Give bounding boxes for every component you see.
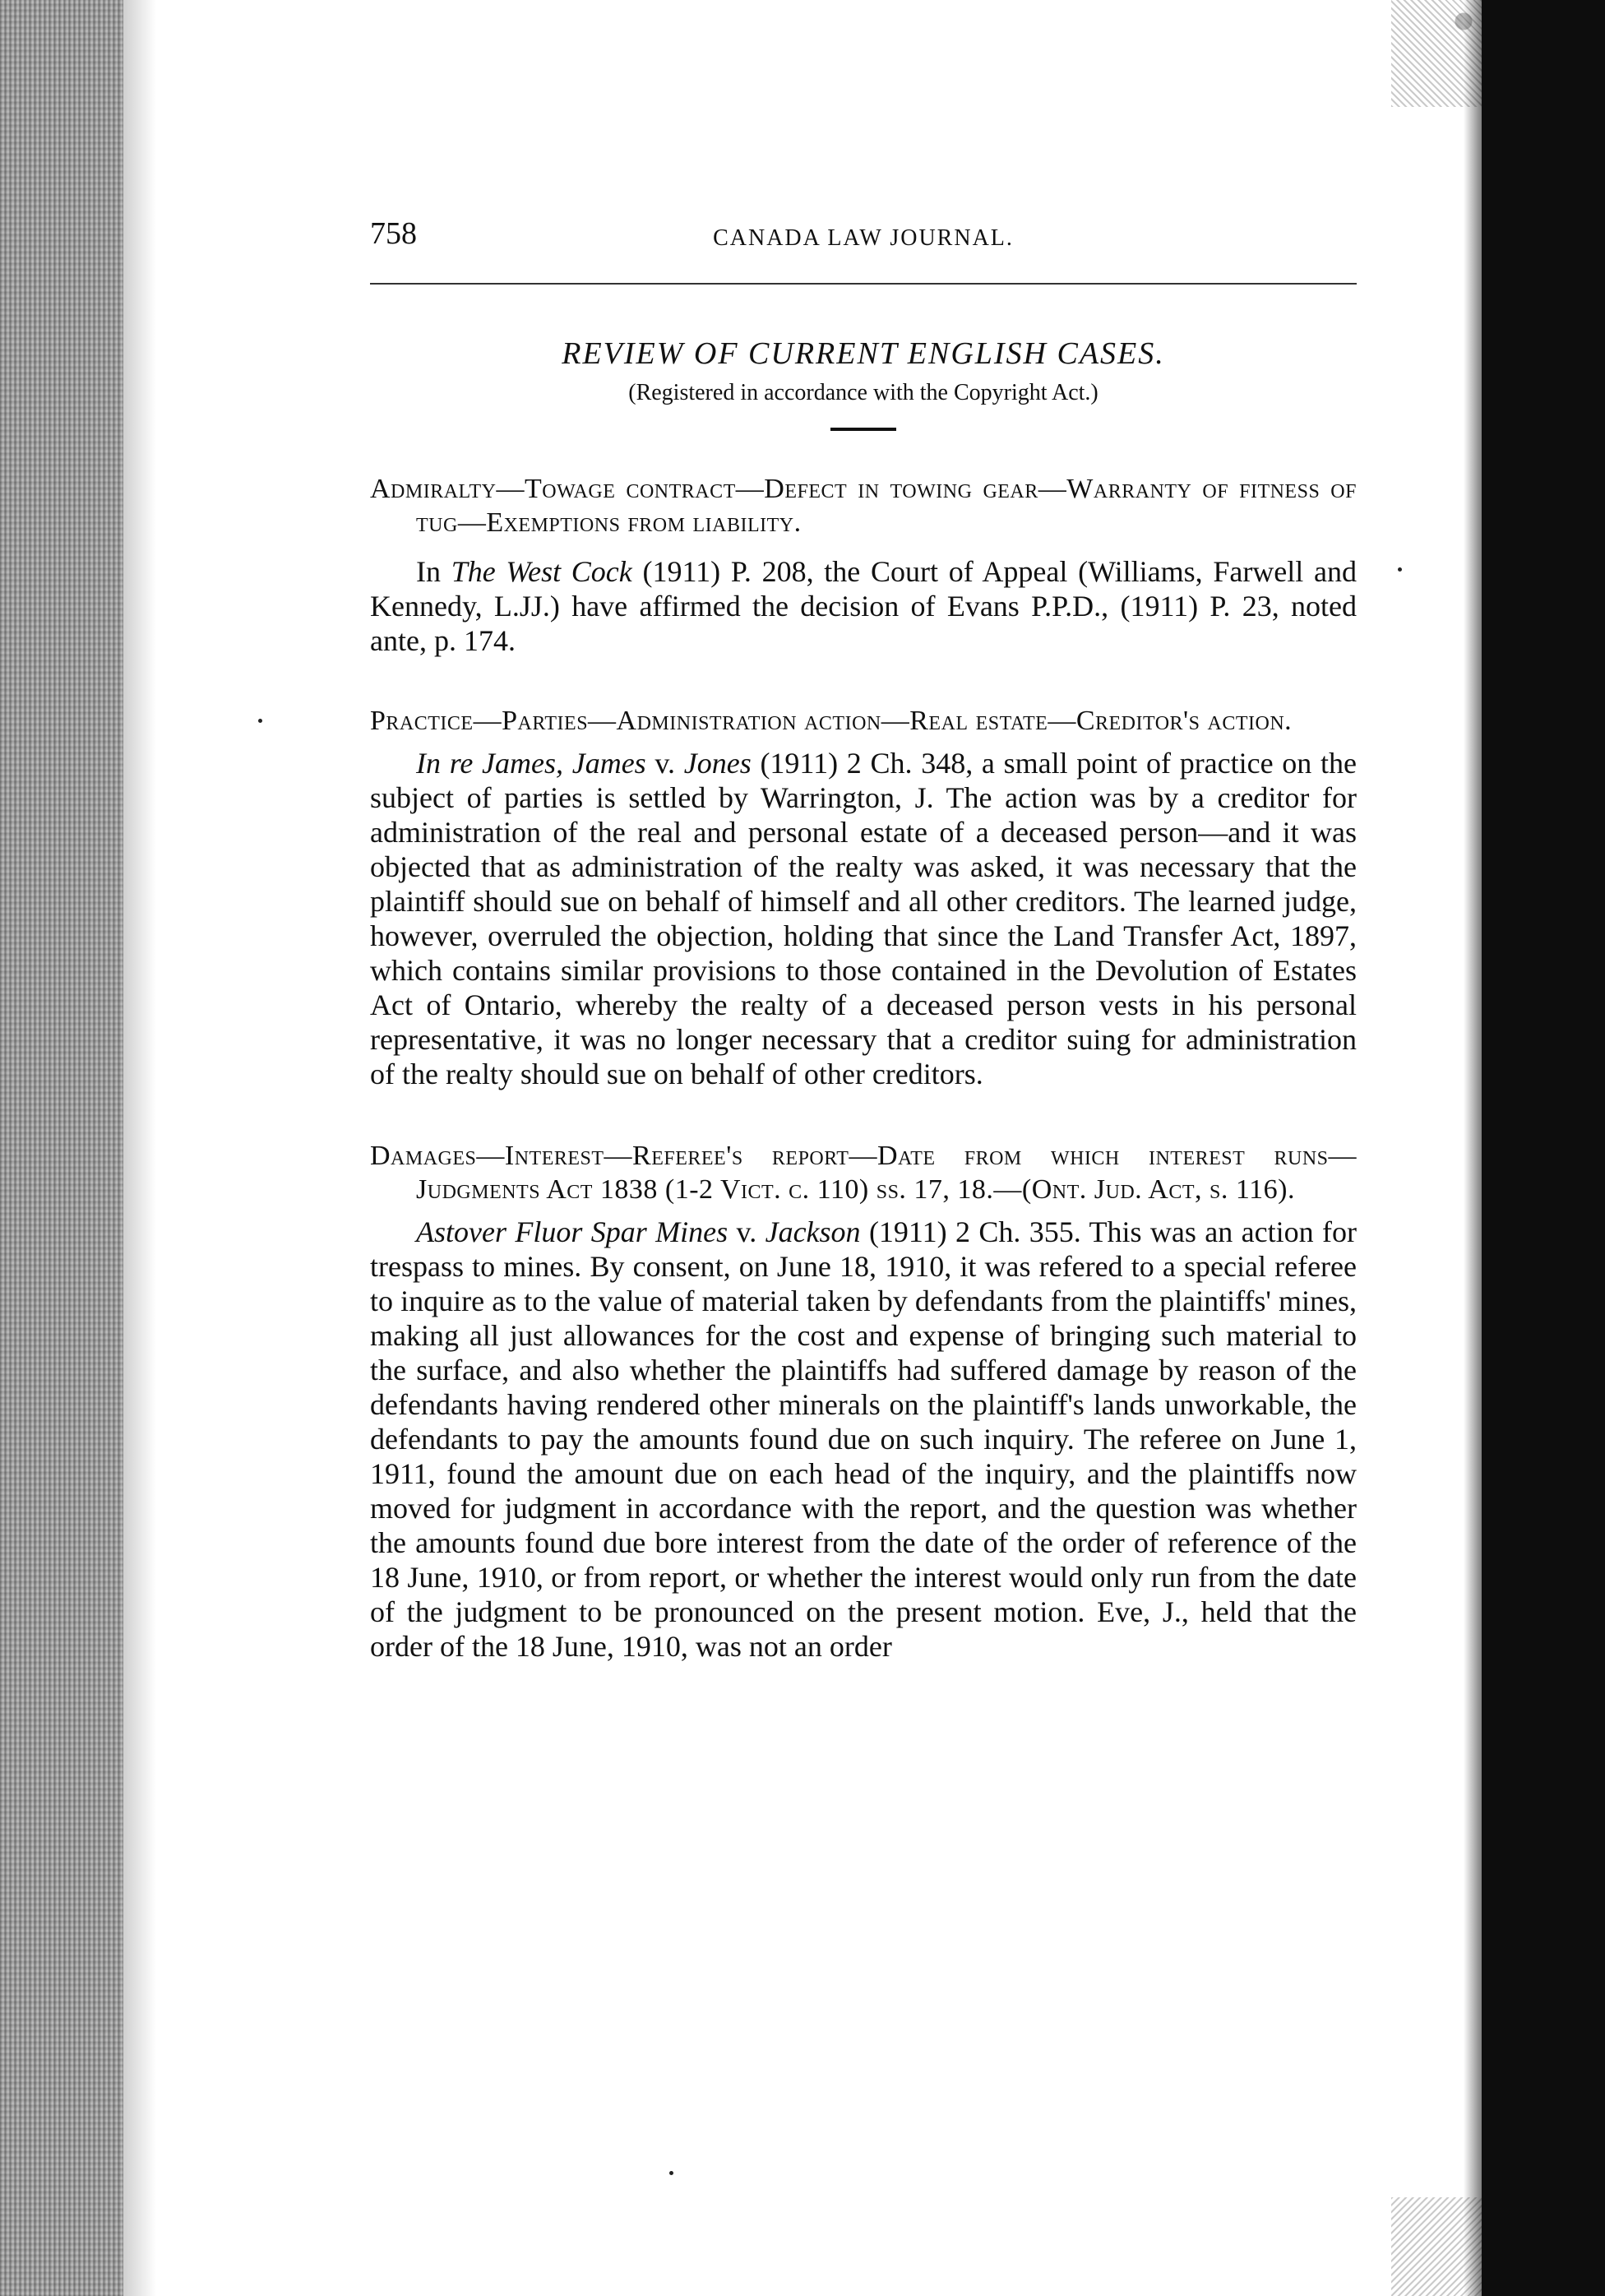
scan-speck	[669, 2171, 673, 2175]
case-text: (1911) P. 208, the Court of Appeal (Williams, Farwell and Kennedy, L.JJ.) have affirmed the decision of Evans P.P.D., (1911) P. 23, noted ante, p. 174.	[370, 555, 1357, 657]
header-rule	[370, 283, 1357, 285]
case-versus: v.	[728, 1215, 765, 1248]
case-intro: In	[416, 555, 451, 588]
scan-right-edge	[1482, 0, 1605, 2296]
scan-speck	[1398, 567, 1402, 572]
case-headnote: Damages—Interest—Referee's report—Date from which interest runs—Judgments Act 1838 (1-2 Vict. c. 110) ss. 17, 18.—(Ont. Jud. Act, s. 116).	[370, 1141, 1357, 1205]
running-head	[370, 215, 1357, 265]
scan-corner-bottom	[1391, 2197, 1482, 2296]
section-divider	[830, 428, 896, 431]
journal-page	[370, 215, 1357, 1664]
case-text: (1911) 2 Ch. 355. This was an action for trespass to mines. By consent, on June 18, 1910, it was refered to a special referee to inquire as to the value of material taken by defendants from the plaintiffs' mines, making all just allowances for the cost and expense of bringing such material to the surface, and also whether the plaintiffs had suffered damage by reason of the defendants having rendered other minerals on the plaintiff's lands unworkable, the defendants to pay the amounts found due on such inquiry. The referee on June 1, 1911, found the amount due on each head of the inquiry, and the plaintiffs now moved for judgment in accordance with the report, and the question was whether the amounts found due bore interest from the date of the order of reference of the 18 June, 1910, or from report, or whether the interest would only run from the date of the judgment to be pronounced on the present motion. Eve, J., held that the order of the 18 June, 1910, was not an order	[370, 1215, 1357, 1663]
case-paragraph	[370, 1215, 1357, 1664]
case-versus: v.	[645, 747, 684, 780]
copyright-note: (Registered in accordance with the Copyright Act.)	[628, 380, 1099, 405]
case-name-second: Jones	[683, 747, 752, 780]
case-name: In re James, James	[416, 747, 646, 780]
case-name: Astover Fluor Spar Mines	[416, 1215, 728, 1248]
scan-corner-top	[1391, 0, 1482, 107]
scan-left-edge	[0, 0, 123, 2296]
case-text: (1911) 2 Ch. 348, a small point of practice on the subject of parties is settled by Warrington, J. The action was by a creditor for administration of the real and personal estate of a deceased person—and it was objected that as administration of the realty was asked, it was necessary that the plaintiff should sue on behalf of himself and all other creditors. The learned judge, however, overruled the objection, holding that since the Land Transfer Act, 1897, which contains similar provisions to those contained in the Devolution of Estates Act of Ontario, whereby the realty of a deceased person vests in his personal representative, it was no longer necessary that a creditor suing for administration of the realty should sue on behalf of other creditors.	[370, 747, 1357, 1090]
scan-left-shadow	[123, 0, 156, 2296]
scan-right-shadow	[1464, 0, 1482, 2296]
case-paragraph	[370, 746, 1357, 1091]
case-name-second: Jackson	[765, 1215, 861, 1248]
case-headnote: Practice—Parties—Administration action—Real estate—Creditor's action.	[370, 706, 1293, 736]
page-number: 758	[370, 216, 417, 251]
section-title: REVIEW OF CURRENT ENGLISH CASES.	[562, 336, 1165, 371]
journal-title: CANADA LAW JOURNAL.	[713, 225, 1014, 251]
case-name: The West Cock	[451, 555, 632, 588]
case-paragraph	[370, 554, 1357, 658]
scan-speck	[258, 719, 262, 723]
case-headnote: Admiralty—Towage contract—Defect in towing gear—Warranty of fitness of tug—Exemptions from liability.	[370, 474, 1357, 538]
